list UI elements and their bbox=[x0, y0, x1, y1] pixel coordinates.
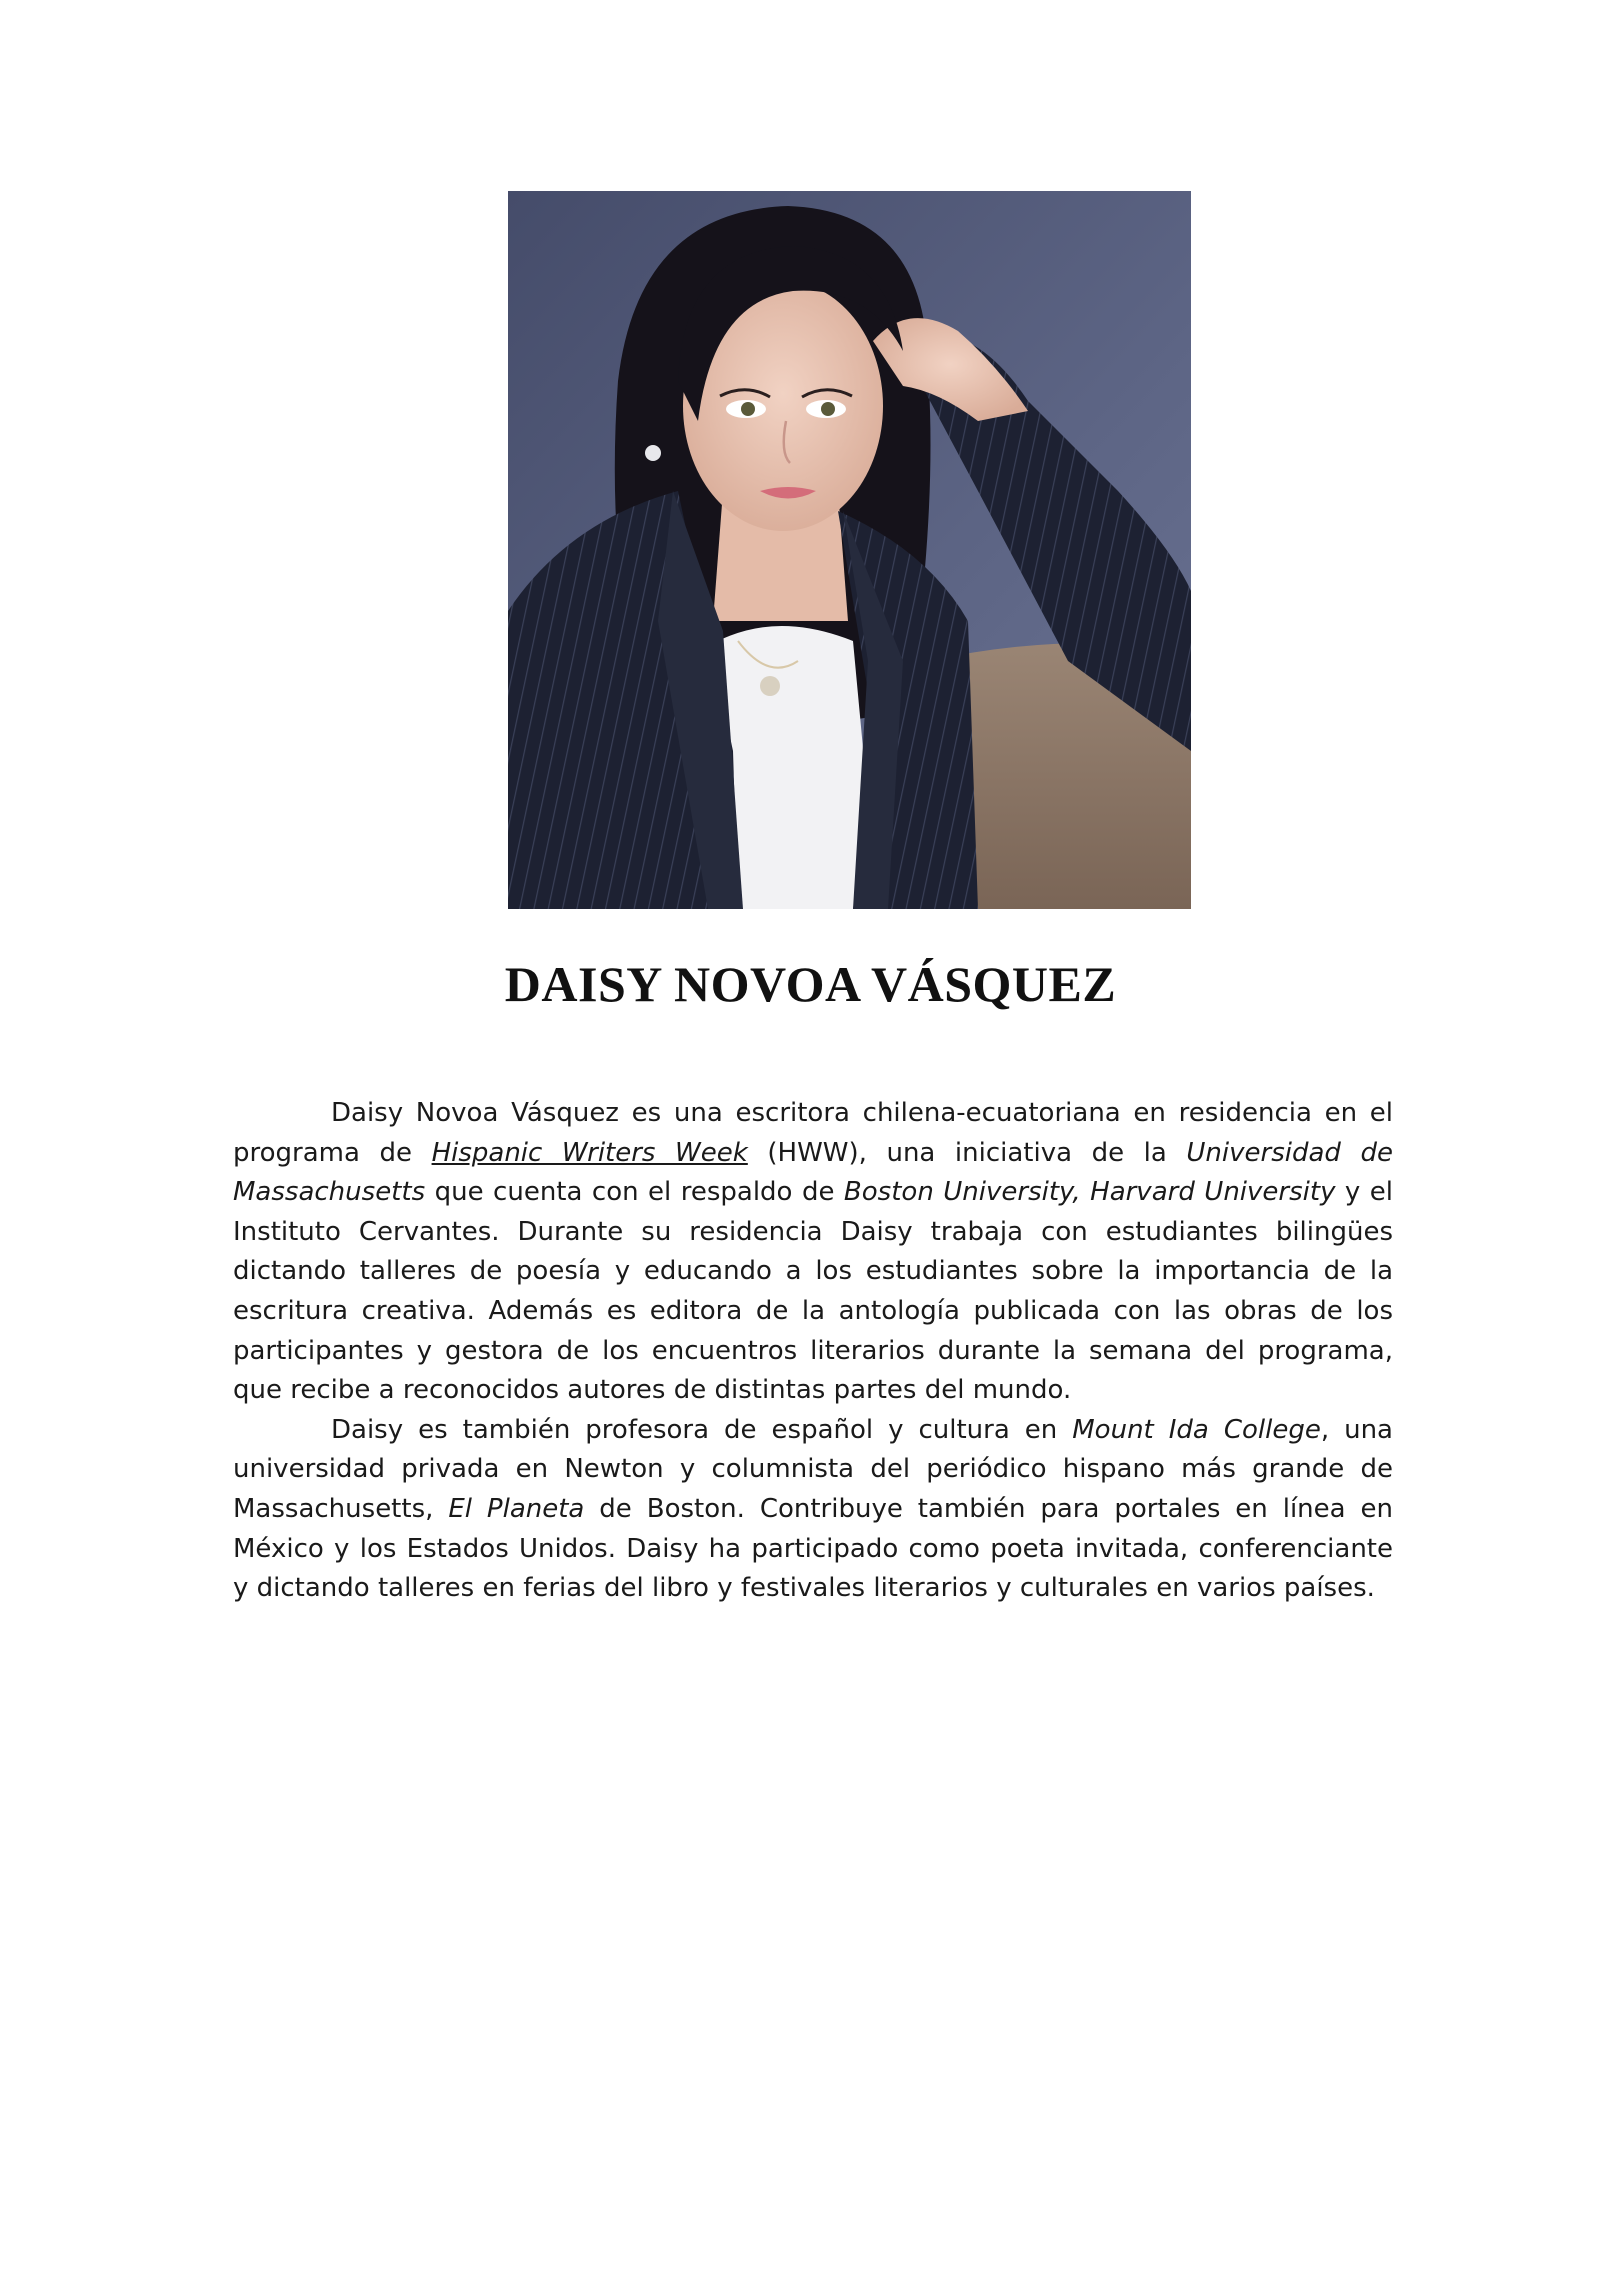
portrait-illustration bbox=[508, 191, 1191, 909]
emphasis-mount-ida: Mount Ida College bbox=[1072, 1414, 1321, 1445]
author-portrait-photo bbox=[508, 191, 1191, 909]
biography-paragraph-2: Daisy es también profesora de español y cultura en Mount Ida College, una universidad privada en Newton y columnista del periódico hispano más grande de Massachusetts, El Planeta de Boston. Contribuye también para portales en línea en México y los Estados Unidos. Daisy ha participado como poeta invitada, conferenciante y dictando talleres en ferias del libro y festivales literarios y culturales en varios países. bbox=[233, 1414, 1393, 1604]
biography-text bbox=[233, 1094, 1393, 1609]
emphasis-el-planeta: El Planeta bbox=[448, 1493, 585, 1524]
hispanic-writers-week-link[interactable]: Hispanic Writers Week bbox=[431, 1137, 748, 1168]
emphasis-umass: Universidad de Massachusetts bbox=[233, 1137, 1393, 1208]
author-name-heading: DAISY NOVOA VÁSQUEZ bbox=[504, 956, 1117, 1012]
biography-paragraph-1: Daisy Novoa Vásquez es una escritora chilena-ecuatoriana en residencia en el programa de Hispanic Writers Week (HWW), una iniciativa de la Universidad de Massachusetts que cuenta con el respaldo de Boston University, Harvard University y el Instituto Cervantes. Durante su residencia Daisy trabaja con estudiantes bilingües dictando talleres de poesía y educando a los estudiantes sobre la importancia de la escritura creativa. Además es editora de la antología publicada con las obras de los participantes y gestora de los encuentros literarios durante la semana del programa, que recibe a reconocidos autores de distintas partes del mundo. bbox=[233, 1098, 1394, 1406]
emphasis-bu-harvard: Boston University, Harvard University bbox=[843, 1177, 1336, 1208]
